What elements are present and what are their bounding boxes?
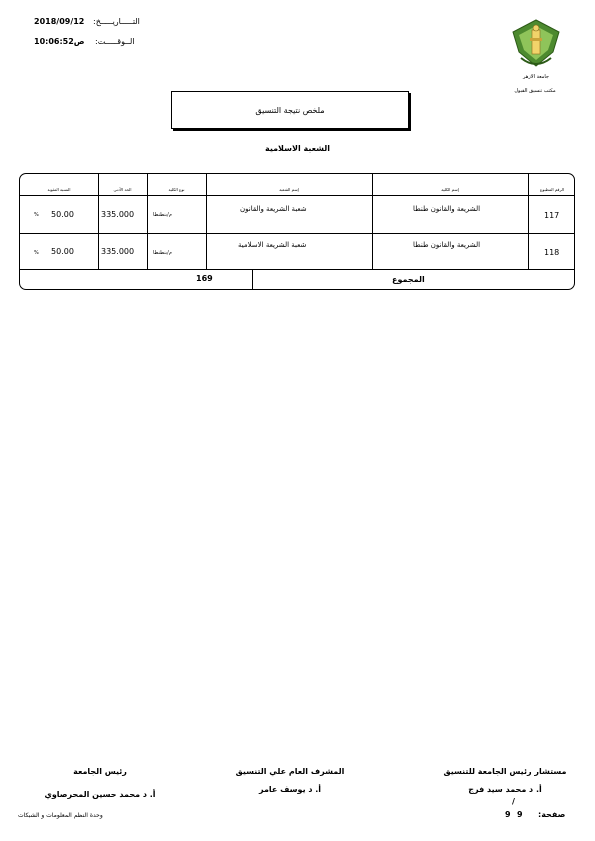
col-header-type: نوع الكلية — [168, 187, 185, 192]
signature-title-coordination-advisor: مستشار رئيس الجامعة للتنسيق — [443, 767, 567, 776]
col-header-code: الرقم المطبوع — [540, 187, 564, 192]
university-logo — [507, 18, 565, 70]
time-label: الــوقـــــت: — [95, 37, 135, 46]
type-cell: م/بنطنطا — [153, 212, 172, 218]
code-cell: 117 — [544, 211, 560, 220]
min-cell: 335.000 — [101, 210, 135, 219]
university-name: جامعة الازهر — [522, 74, 550, 80]
footer-unit: وحدة النظم المعلومات و الشبكات — [18, 812, 103, 819]
signature-name-president: أ. د محمد حسين المحرصاوي — [44, 790, 156, 799]
page-total: 9 — [505, 810, 511, 819]
page-label: صفحة: — [538, 810, 566, 819]
percent-cell: 50.00 — [51, 210, 74, 219]
division-cell: شعبة الشريعة الاسلامية — [238, 241, 307, 249]
total-value: 169 — [196, 274, 213, 283]
date-value: 2018/09/12 — [34, 17, 85, 26]
min-cell: 335.000 — [101, 247, 135, 256]
pct-sign: % — [34, 250, 39, 256]
col-header-division: إسم الشعبة — [279, 187, 299, 192]
col-header-percent: النسبة المئوية — [47, 187, 71, 192]
section-title: الشعبة الاسلامية — [264, 144, 330, 153]
col-header-college: إسم الكلية — [441, 187, 459, 192]
results-table — [19, 173, 575, 290]
report-title: ملخص نتيجة التنسيق — [171, 91, 409, 129]
office-name: مكتب تنسيق القبول — [514, 88, 556, 94]
signature-title-general-supervisor: المشرف العام علي التنسيق — [235, 767, 345, 776]
page-separator: / — [512, 797, 515, 806]
college-cell: الشريعة والقانون طنطا — [413, 205, 481, 213]
type-cell: م/بنطنطا — [153, 250, 172, 256]
signature-title-president: رئيس الجامعة — [73, 767, 127, 776]
signature-name-general-supervisor: أ. د يوسف عامر — [258, 785, 322, 794]
division-cell: شعبة الشريعة والقانون — [240, 205, 307, 213]
code-cell: 118 — [544, 248, 560, 257]
signature-name-coordination-advisor: أ. د محمد سيد فرج — [468, 785, 542, 794]
col-header-min: الحد الأدنى — [113, 187, 132, 192]
percent-cell: 50.00 — [51, 247, 74, 256]
page-current: 9 — [517, 810, 523, 819]
college-cell: الشريعة والقانون طنطا — [413, 241, 481, 249]
date-label: التـــــاريـــــخ: — [93, 17, 140, 26]
pct-sign: % — [34, 212, 39, 218]
time-value: ص10:06:52 — [34, 37, 85, 46]
total-label: المجموع — [392, 275, 425, 284]
